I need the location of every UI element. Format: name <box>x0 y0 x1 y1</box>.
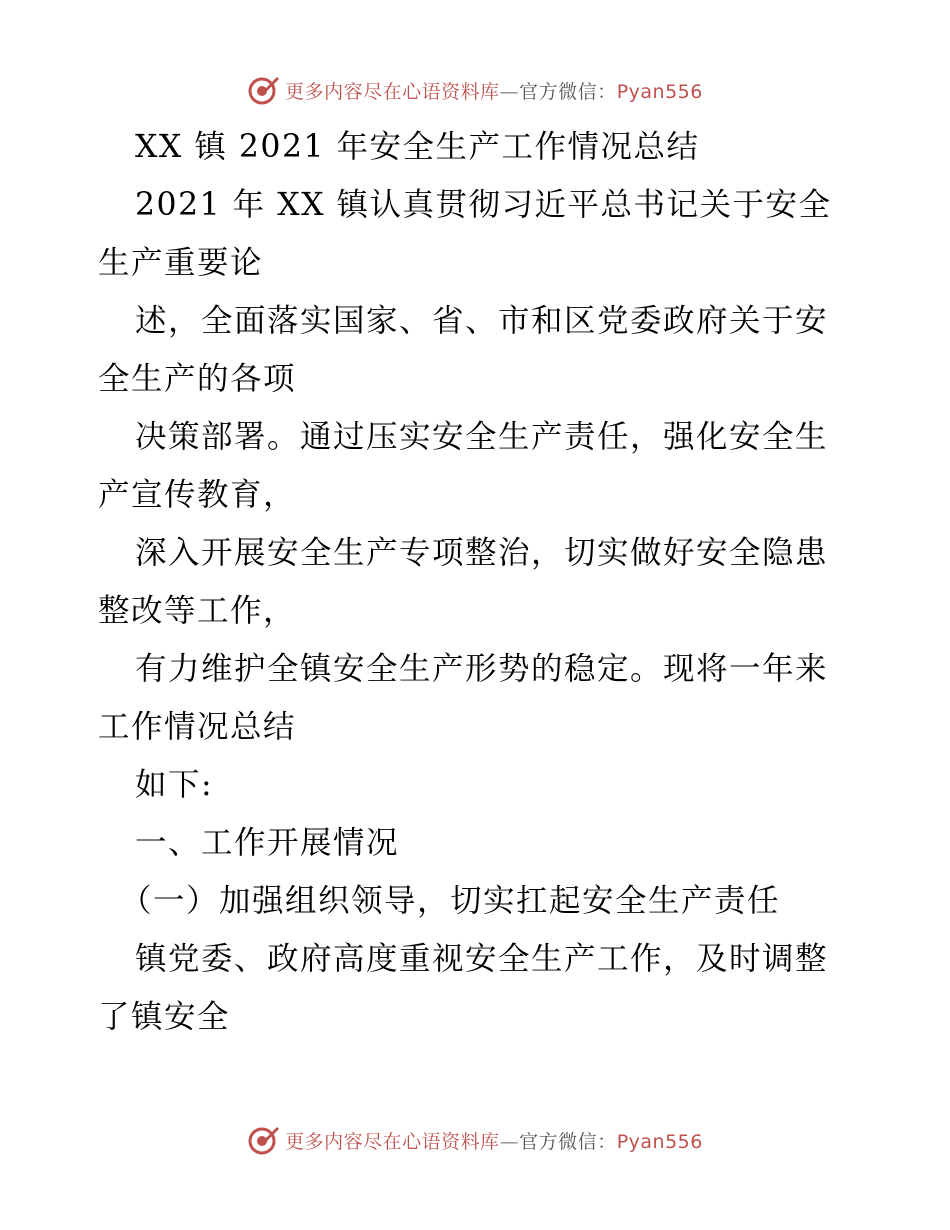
pen-logo-icon <box>247 1123 281 1157</box>
paragraph-line: 镇党委、政府高度重视安全生产工作，及时调整 <box>135 941 829 977</box>
document-title: XX 镇 2021 年安全生产工作情况总结 <box>135 129 700 165</box>
paragraph-line: 述，全面落实国家、省、市和区党委政府关于安 <box>135 303 829 339</box>
paragraph-line: 有力维护全镇安全生产形势的稳定。现将一年来 <box>135 651 829 687</box>
paragraph-line: 2021 年 XX 镇认真贯彻习近平总书记关于安全 <box>135 187 832 223</box>
paragraph-line: 决策部署。通过压实安全生产责任，强化安全生 <box>135 419 829 455</box>
watermark-text: 更多内容尽在心语资料库—官方微信：Pyan556 <box>285 80 703 103</box>
paragraph-line: 深入开展安全生产专项整治，切实做好安全隐患 <box>135 535 829 571</box>
watermark-banner-bottom <box>0 1120 950 1160</box>
paragraph-line: 整改等工作， <box>98 593 297 629</box>
pen-logo-icon <box>247 73 281 107</box>
watermark-banner-top <box>0 70 950 110</box>
watermark-text: 更多内容尽在心语资料库—官方微信：Pyan556 <box>285 1130 703 1153</box>
paragraph-line: 全生产的各项 <box>98 361 297 397</box>
paragraph-line: 如下: <box>135 767 214 803</box>
paragraph-line: 产宣传教育， <box>98 477 297 513</box>
paragraph-line: 了镇安全 <box>98 999 231 1035</box>
subsection-heading: （一）加强组织领导，切实扛起安全生产责任 <box>120 883 781 919</box>
paragraph-line: 生产重要论 <box>98 245 264 281</box>
section-heading: 一、工作开展情况 <box>135 825 400 861</box>
paragraph-line: 工作情况总结 <box>98 709 297 745</box>
